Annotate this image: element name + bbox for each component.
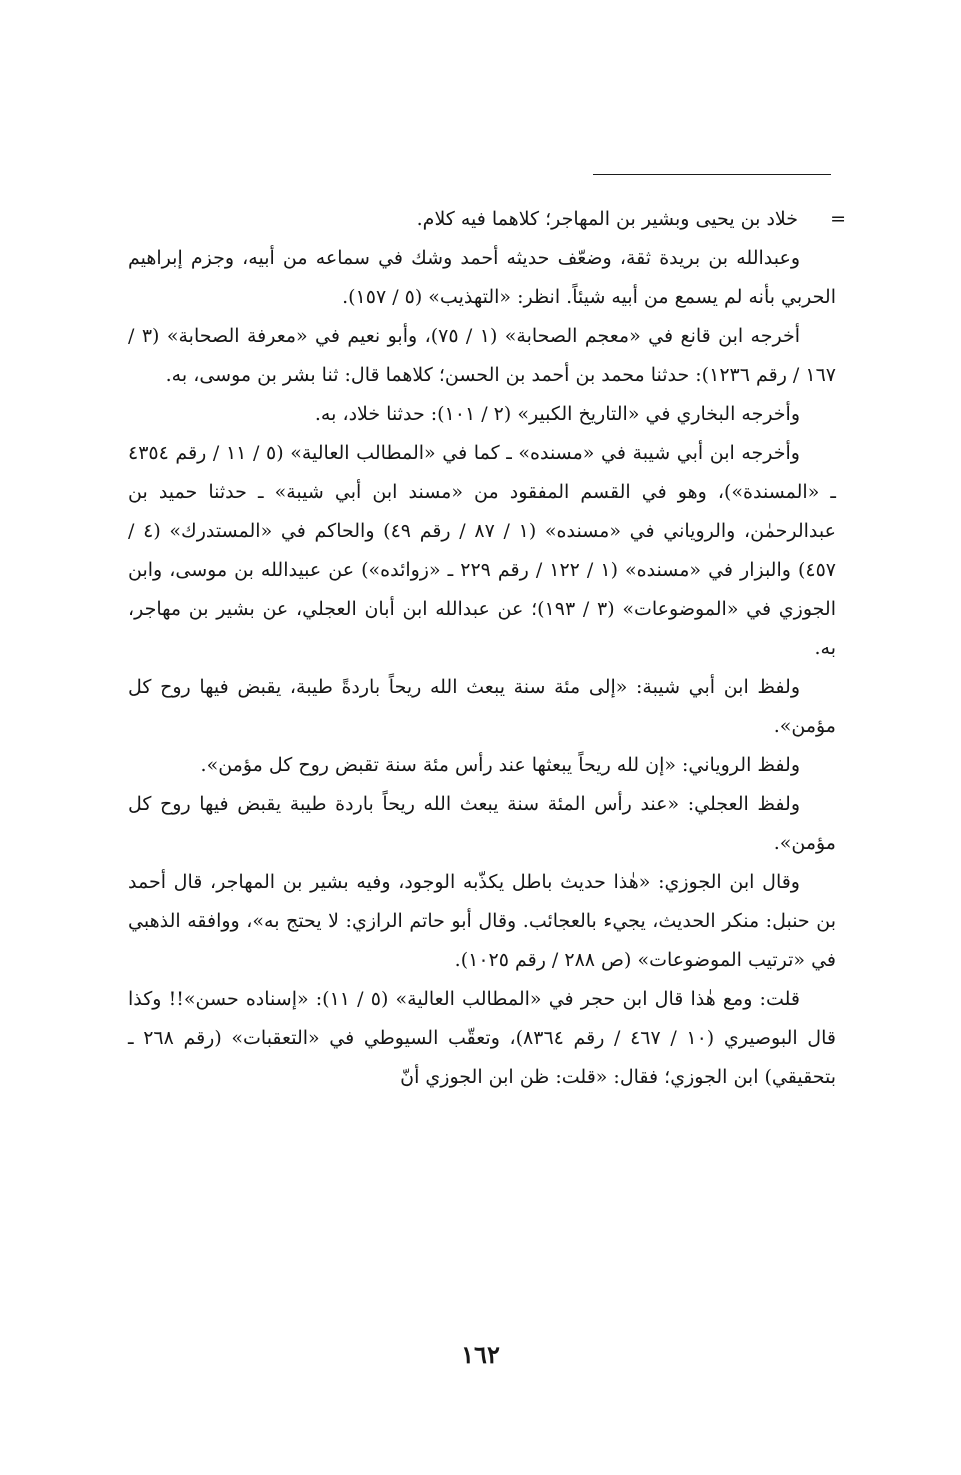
paragraph-wording-ibn-abi-shaybah: ولفظ ابن أبي شيبة: «إلى مئة سنة يبعث الله ريحاً باردةً طيبة، يقبض فيها روح كل مؤمن». [128, 676, 836, 737]
continuation-line [128, 200, 846, 239]
footnote-divider [593, 174, 831, 175]
paragraph-ibn-al-jawzi: وقال ابن الجوزي: «هٰذا حديث باطل يكذّبه الوجود، وفيه بشير بن المهاجر، قال أحمد بن حنبل: منكر الحديث، يجيء بالعجائب. وقال أبو حاتم الرازي: لا يحتج به»، ووافقه الذهبي في «ترتيب الموضوعات» (ص ٢٨٨ / رقم ١٠٢٥). [128, 871, 836, 971]
paragraph-ibn-buraydah: وعبدالله بن بريدة ثقة، وضعّف حديثه أحمد وشك في سماعه من أبيه، وجزم إبراهيم الحربي بأنه لم يسمع من أبيه شيئاً. انظر: «التهذيب» (٥ / ١٥٧). [128, 247, 836, 308]
continuation-text: خلاد بن يحيى وبشير بن المهاجر؛ كلاهما فيه كلام. [416, 208, 798, 230]
paragraph-bukhari: وأخرجه البخاري في «التاريخ الكبير» (٢ / ١٠١): حدثنا خلاد، به. [314, 403, 800, 425]
continuation-mark: = [830, 208, 846, 230]
paragraph-wording-ijli: ولفظ العجلي: «عند رأس المئة سنة يبعث الله ريحاً باردة طيبة يقبض فيها روح كل مؤمن». [128, 793, 836, 854]
footnote-text [128, 200, 846, 1097]
paragraph-ibn-qani: أخرجه ابن قانع في «معجم الصحابة» (١ / ٧٥)، وأبو نعيم في «معرفة الصحابة» (٣ / ١٦٧ / رقم ١٢٣٦): حدثنا محمد بن أحمد بن الحسن؛ كلاهما قال: ثنا بشر بن موسى، به. [128, 325, 836, 386]
paragraph-qultu: قلت: ومع هٰذا قال ابن حجر في «المطالب العالية» (٥ / ١١): «إسناده حسن»!! وكذا قال البوصيري (١٠ / ٤٦٧ / رقم ٨٣٦٤)، وتعقّب السيوطي في «التعقبات» (رقم ٢٦٨ ـ بتحقيقي) ابن الجوزي؛ فقال: «قلت: ظن ابن الجوزي أنّ [128, 988, 836, 1088]
page-number: ١٦٢ [461, 1340, 500, 1369]
paragraph-wording-ruyani: ولفظ الروياني: «إن لله ريحاً يبعثها عند رأس مئة سنة تقبض روح كل مؤمن». [200, 754, 800, 776]
paragraph-ibn-abi-shaybah: وأخرجه ابن أبي شيبة في «مسنده» ـ كما في «المطالب العالية» (٥ / ١١ / رقم ٤٣٥٤ ـ «المسندة»)، وهو في القسم المفقود من «مسند ابن أبي شيبة» ـ حدثنا حميد بن عبدالرحمٰن، والروياني في «مسنده» (١ / ٨٧ / رقم ٤٩) والحاكم في «المستدرك» (٤ / ٤٥٧) والبزار في «مسنده» (١ / ١٢٢ / رقم ٢٢٩ ـ «زوائده») عن عبيدالله بن موسى، وابن الجوزي في «الموضوعات» (٣ / ١٩٣)؛ عن عبدالله ابن أبان العجلي، عن بشير بن مهاجر، به. [128, 442, 837, 659]
